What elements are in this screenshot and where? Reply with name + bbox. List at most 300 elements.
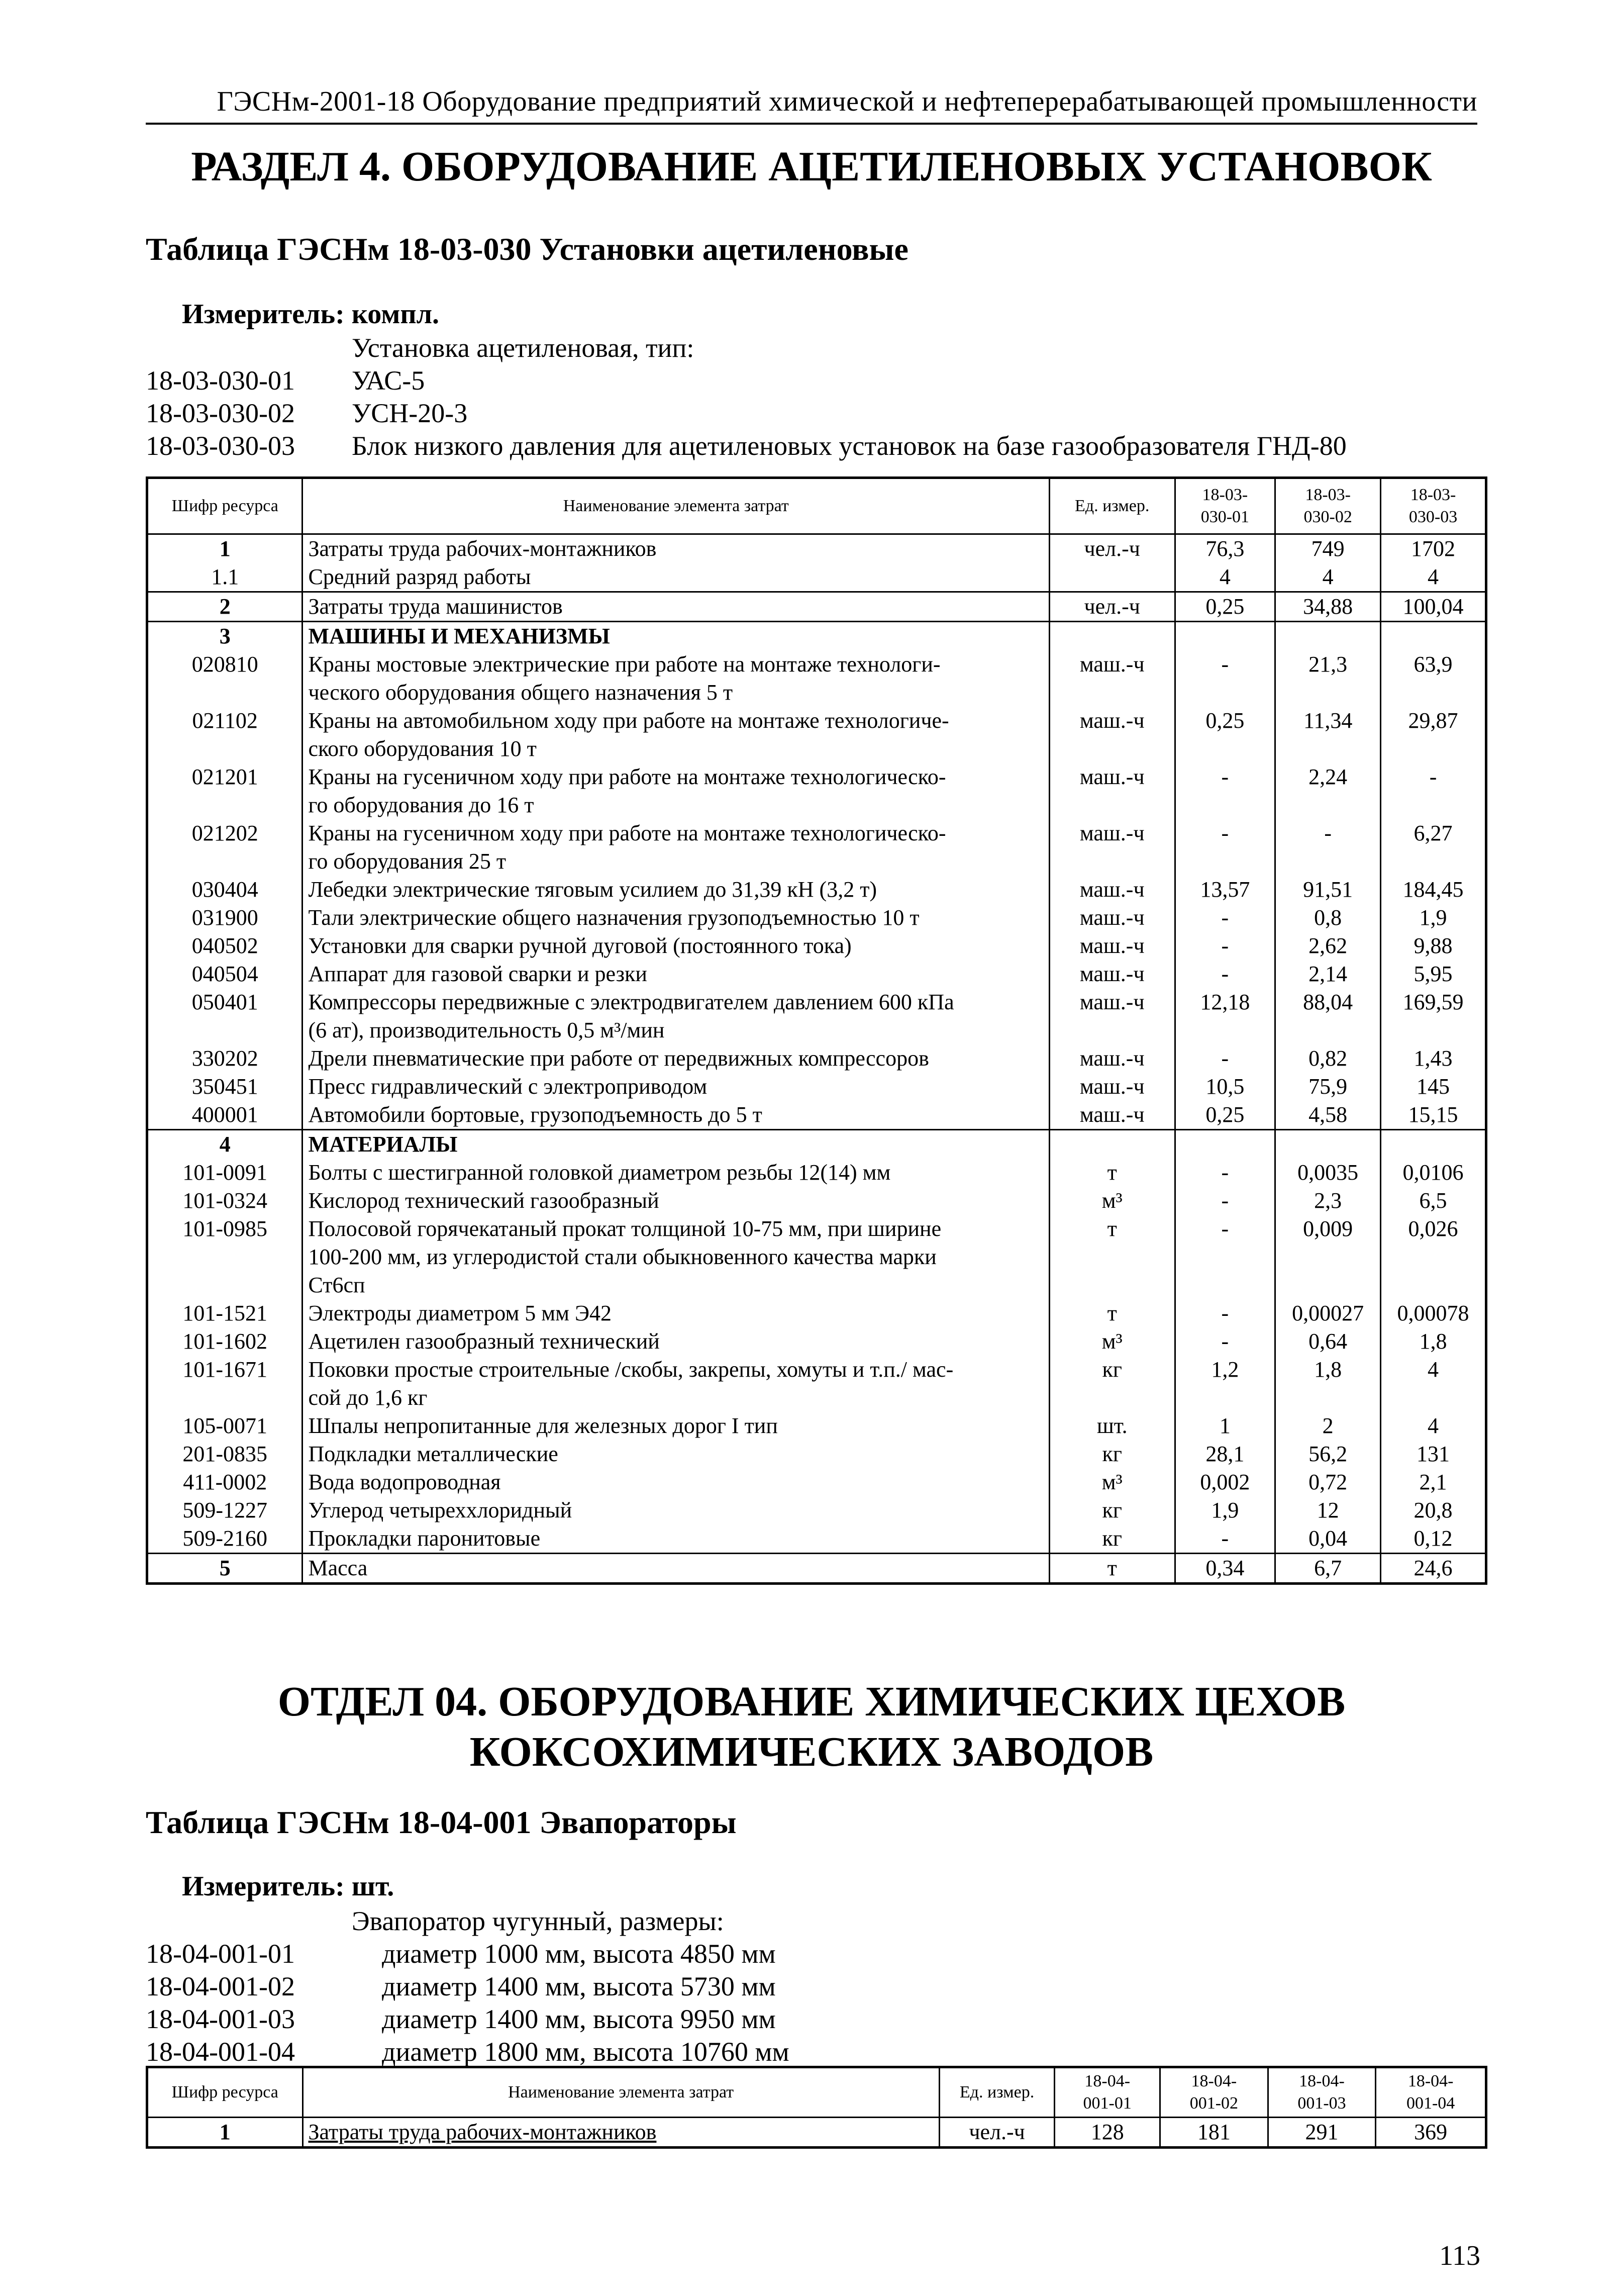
cell-name-line: МАТЕРИАЛЫ [308,1132,458,1157]
cell-unit: чел.-ч [939,2118,1055,2148]
table-row [147,988,1486,1044]
cell-name [302,1440,1049,1468]
cell-value: 9,88 [1381,932,1486,960]
cell-code: 021201 [191,764,258,789]
table-row [147,1044,1486,1073]
cell-unit: м³ [1049,1468,1175,1496]
cell-value [1381,622,1486,651]
cell-name-line: Болты с шестигранной головкой диаметром резьбы 12(14) мм [308,1160,891,1185]
item-intro: Эвапоратор чугунный, размеры: [352,1906,724,1936]
cell-value: 11,34 [1275,707,1381,763]
table-row [147,1356,1486,1412]
cell-code: 101-0091 [182,1160,268,1185]
cell-name-line: ского оборудования 10 т [308,736,537,761]
cell-value [1275,622,1381,651]
cell-value: - [1175,819,1275,876]
cell-value: - [1175,1159,1275,1187]
cell-unit [1049,563,1175,592]
table1-item-list [146,332,1482,462]
item-code: 18-04-001-03 [146,2004,295,2034]
item-line [146,1938,1482,1970]
cell-value: 20,8 [1381,1496,1486,1524]
table-row [147,1412,1486,1440]
cell-unit: маш.-ч [1049,904,1175,932]
item-desc: УАС-5 [352,365,425,396]
cell-value: 0,009 [1275,1215,1381,1299]
cell-unit: т [1049,1299,1175,1327]
cell-code: 031900 [191,905,258,930]
cell-value: 1,8 [1275,1356,1381,1412]
cell-value: 749 [1275,534,1381,563]
table-row [147,1299,1486,1327]
cell-value: - [1175,904,1275,932]
cell-name [302,1412,1049,1440]
department-title [146,1677,1477,1777]
item-line [146,1970,1482,2003]
cell-value: 0,0035 [1275,1159,1381,1187]
cell-value: - [1175,1299,1275,1327]
cell-name [302,563,1049,592]
cell-value: 1702 [1381,534,1486,563]
table-row [147,1130,1486,1159]
cell-unit: маш.-ч [1049,819,1175,876]
cell-value: 1,2 [1175,1356,1275,1412]
cell-name-line: ческого оборудования общего назначения 5 т [308,680,733,705]
cell-unit: маш.-ч [1049,1073,1175,1101]
cell-unit: кг [1049,1524,1175,1554]
cell-code: 400001 [147,1101,302,1130]
table-row [147,1073,1486,1101]
cell-code: 5 [147,1554,302,1584]
cell-name-line: Краны на гусеничном ходу при работе на монтаже технологическо- [308,764,946,789]
item-intro: Установка ацетиленовая, тип: [352,333,694,363]
cell-value: 5,95 [1381,960,1486,988]
department-title-line: ОТДЕЛ 04. ОБОРУДОВАНИЕ ХИМИЧЕСКИХ ЦЕХОВ [277,1678,1346,1725]
cell-unit: маш.-ч [1049,932,1175,960]
cell-value: 2,1 [1381,1468,1486,1496]
cell-value [1275,1130,1381,1159]
cell-value: 0,8 [1275,904,1381,932]
cell-name [302,1496,1049,1524]
cell-value: 100,04 [1381,592,1486,622]
resource-table-1 [146,476,1487,1585]
cell-value: 2 [1275,1412,1381,1440]
table-row [147,1468,1486,1496]
table1-body [147,534,1486,1584]
cell-code: 201-0835 [182,1442,268,1466]
cell-name [302,1468,1049,1496]
cell-value: 56,2 [1275,1440,1381,1468]
table-row [147,622,1486,651]
cell-name-line: Тали электрические общего назначения грузоподъемностью 10 т [308,905,920,930]
cell-name [302,622,1049,651]
cell-value: 181 [1160,2118,1268,2148]
table2-title: Таблица ГЭСНм 18-04-001 Эвапораторы [146,1804,737,1840]
cell-code: 030404 [191,877,258,902]
cell-value: 2,3 [1275,1187,1381,1215]
cell-value: 63,9 [1381,650,1486,707]
cell-value: 4 [1381,563,1486,592]
section-title: РАЗДЕЛ 4. ОБОРУДОВАНИЕ АЦЕТИЛЕНОВЫХ УСТАНОВОК [191,143,1432,190]
table-row [147,1524,1486,1554]
table-row [147,1327,1486,1356]
cell-value: 15,15 [1381,1101,1486,1130]
cell-name-line: Затраты труда машинистов [308,594,563,619]
cell-unit: т [1049,1215,1175,1299]
cell-name-line: Шпалы непропитанные для железных дорог I тип [308,1413,778,1438]
table-row [147,650,1486,707]
cell-unit: кг [1049,1356,1175,1412]
cell-value: - [1175,650,1275,707]
table-row [147,707,1486,763]
item-desc: диаметр 1400 мм, высота 9950 мм [382,2004,776,2034]
cell-name [302,592,1049,622]
cell-name-line: го оборудования 25 т [308,849,507,874]
cell-value [1175,622,1275,651]
cell-value: 0,25 [1175,592,1275,622]
cell-unit: м³ [1049,1327,1175,1356]
table-row [147,1496,1486,1524]
cell-value: 4 [1381,1412,1486,1440]
cell-value: - [1175,932,1275,960]
cell-code: 411-0002 [183,1470,267,1494]
cell-name-line: Поковки простые строительные /скобы, закрепы, хомуты и т.п./ мас- [308,1357,954,1382]
item-desc: диаметр 1400 мм, высота 5730 мм [382,1971,776,2001]
cell-name-line: Полосовой горячекатаный прокат толщиной 10-75 мм, при ширине [308,1216,942,1241]
item-code: 18-03-030-02 [146,398,295,428]
table-row [147,876,1486,904]
cell-name-line: (6 ат), производительность 0,5 м³/мин [308,1018,665,1042]
cell-value: 369 [1376,2118,1486,2148]
cell-name-line: Затраты труда рабочих-монтажников [308,536,657,561]
cell-unit: т [1049,1159,1175,1187]
meter-label: Измеритель: [182,299,345,330]
cell-name [302,1554,1049,1584]
cell-name-line: Кислород технический газообразный [308,1188,659,1213]
cell-value: 24,6 [1381,1554,1486,1584]
cell-unit: кг [1049,1496,1175,1524]
item-code: 18-03-030-03 [146,431,295,461]
meter-label: Измеритель: [182,1871,345,1902]
cell-code: 1 [147,2118,303,2148]
table-row [147,819,1486,876]
cell-value: 91,51 [1275,876,1381,904]
cell-value: 1,8 [1381,1327,1486,1356]
cell-value: 1 [1175,1412,1275,1440]
cell-name [302,534,1049,563]
item-desc: диаметр 1800 мм, высота 10760 мм [382,2037,789,2067]
cell-name-line: Подкладки металлические [308,1442,558,1466]
cell-code: 509-2160 [147,1524,302,1554]
item-line [146,397,1482,430]
cell-value: 88,04 [1275,988,1381,1044]
table-row [147,563,1486,592]
cell-code: 021102 [192,708,258,733]
table-row [147,534,1486,563]
cell-code: 021202 [191,821,258,845]
cell-name [302,707,1049,763]
cell-code: 020810 [191,652,258,677]
cell-code: 050401 [191,990,258,1014]
item-code: 18-03-030-01 [146,365,295,396]
table-row [147,2118,1486,2148]
cell-value: 2,24 [1275,763,1381,819]
cell-name-line: сой до 1,6 кг [308,1385,428,1410]
table-header-row [147,2067,1486,2118]
cell-name-line: Ст6сп [308,1273,365,1297]
cell-name-line: Ацетилен газообразный технический [308,1329,660,1354]
cell-value: 1,9 [1381,904,1486,932]
item-desc: УСН-20-3 [352,398,468,428]
cell-name [302,763,1049,819]
cell-name-line: Вода водопроводная [308,1470,501,1494]
cell-name [302,650,1049,707]
table-row [147,904,1486,932]
cell-value: 1,9 [1175,1496,1275,1524]
cell-value: 0,72 [1275,1468,1381,1496]
cell-value: 0,00078 [1381,1299,1486,1327]
cell-name [302,904,1049,932]
cell-name-line: 100-200 мм, из углеродистой стали обыкновенного качества марки [308,1245,937,1269]
cell-name-line: Масса [308,1556,368,1580]
cell-name [302,1327,1049,1356]
cell-name [302,1524,1049,1554]
table-row [147,1159,1486,1187]
col-header-code: Шифр ресурса [147,478,302,534]
table-row [147,1215,1486,1299]
item-line [146,364,1482,397]
cell-name [302,1130,1049,1159]
cell-name [302,1101,1049,1130]
cell-name-line: Краны мостовые электрические при работе на монтаже технологи- [308,652,941,677]
cell-name [302,876,1049,904]
cell-code: 105-0071 [182,1413,268,1438]
cell-code: 350451 [191,1074,258,1099]
cell-name [302,960,1049,988]
table-row [147,932,1486,960]
cell-value: 0,0106 [1381,1159,1486,1187]
cell-value: - [1175,1215,1275,1299]
cell-value: 0,64 [1275,1327,1381,1356]
cell-value: - [1275,819,1381,876]
item-intro-line [146,1905,1482,1938]
col-header-name: Наименование элемента затрат [302,478,1049,534]
cell-unit: чел.-ч [1049,592,1175,622]
cell-name-line: Углерод четыреххлоридный [308,1498,572,1522]
cell-unit: м³ [1049,1187,1175,1215]
cell-code: 3 [147,622,302,651]
cell-value: 0,00027 [1275,1299,1381,1327]
meter-value: компл. [351,299,440,330]
cell-unit [1049,1130,1175,1159]
page-number: 113 [1439,2240,1480,2271]
cell-value: - [1175,763,1275,819]
cell-unit: шт. [1049,1412,1175,1440]
table1-meter [182,298,439,331]
cell-code: 330202 [191,1046,258,1071]
cell-name-line: Пресс гидравлический с электроприводом [308,1074,708,1099]
cell-code: 101-0985 [182,1216,268,1241]
cell-value: 131 [1381,1440,1486,1468]
cell-value: 291 [1268,2118,1376,2148]
cell-name-line: Электроды диаметром 5 мм Э42 [308,1301,612,1325]
cell-value: 145 [1381,1073,1486,1101]
table-header-row [147,478,1486,534]
table-row [147,763,1486,819]
cell-unit: маш.-ч [1049,876,1175,904]
cell-name-line: Прокладки паронитовые [308,1526,541,1551]
cell-value: 21,3 [1275,650,1381,707]
cell-value: 13,57 [1175,876,1275,904]
cell-value: 29,87 [1381,707,1486,763]
cell-code: 101-0324 [182,1188,268,1213]
table-row [147,1554,1486,1584]
table-row [147,1440,1486,1468]
cell-name-line: МАШИНЫ И МЕХАНИЗМЫ [308,624,610,648]
item-code: 18-04-001-04 [146,2037,295,2067]
cell-unit: маш.-ч [1049,1044,1175,1073]
cell-name: Затраты труда рабочих-монтажников [302,2118,939,2148]
cell-name-line: Аппарат для газовой сварки и резки [308,962,647,986]
cell-name-line: Краны на автомобильном ходу при работе на монтаже технологиче- [308,708,949,733]
item-code: 18-04-001-02 [146,1971,295,2001]
cell-code: 101-1671 [182,1357,268,1382]
cell-name [302,1356,1049,1412]
cell-value: 12 [1275,1496,1381,1524]
cell-value: 76,3 [1175,534,1275,563]
resource-table-2 [146,2066,1487,2149]
col-header-unit: Ед. измер. [939,2067,1055,2118]
cell-value: 169,59 [1381,988,1486,1044]
cell-code: 4 [147,1130,302,1159]
table-row [147,1187,1486,1215]
cell-name [302,932,1049,960]
cell-name-line: Краны на гусеничном ходу при работе на монтаже технологическо- [308,821,946,845]
cell-code: 101-1521 [182,1301,268,1325]
cell-unit: т [1049,1554,1175,1584]
item-line [146,430,1482,462]
cell-value [1381,1130,1486,1159]
cell-name [302,819,1049,876]
cell-value: - [1175,1524,1275,1554]
cell-value: 0,04 [1275,1524,1381,1554]
table2-meter [182,1870,394,1903]
col-header-unit: Ед. измер. [1049,478,1175,534]
col-header-norm: 18-03- 030-02 [1275,478,1381,534]
cell-value: - [1175,1044,1275,1073]
item-line [146,2036,1482,2068]
cell-value: - [1175,1327,1275,1356]
cell-value: 75,9 [1275,1073,1381,1101]
cell-unit: маш.-ч [1049,988,1175,1044]
cell-name [302,1044,1049,1073]
col-header-norm: 18-04- 001-03 [1268,2067,1376,2118]
cell-code: 2 [147,592,302,622]
cell-value: - [1381,763,1486,819]
cell-unit: чел.-ч [1049,534,1175,563]
col-header-norm: 18-04- 001-04 [1376,2067,1486,2118]
cell-value: - [1175,1187,1275,1215]
col-header-name: Наименование элемента затрат [302,2067,939,2118]
cell-unit: кг [1049,1440,1175,1468]
cell-code: 101-1602 [182,1329,268,1354]
cell-value: 34,88 [1275,592,1381,622]
item-desc: диаметр 1000 мм, высота 4850 мм [382,1939,776,1969]
cell-code: 1.1 [147,563,302,592]
cell-value: 10,5 [1175,1073,1275,1101]
cell-value: 0,25 [1175,1101,1275,1130]
cell-unit: маш.-ч [1049,707,1175,763]
cell-name [302,1299,1049,1327]
cell-value: 4 [1381,1356,1486,1412]
cell-value: 1,43 [1381,1044,1486,1073]
cell-value: 0,026 [1381,1215,1486,1299]
table-row [147,592,1486,622]
cell-name [302,1159,1049,1187]
col-header-norm: 18-04- 001-01 [1055,2067,1160,2118]
cell-value: 0,002 [1175,1468,1275,1496]
cell-value: 6,27 [1381,819,1486,876]
cell-name [302,988,1049,1044]
cell-name-line: Средний разряд работы [308,564,531,589]
cell-name-line: Лебедки электрические тяговым усилием до 31,39 кН (3,2 т) [308,877,877,902]
cell-name-line: Компрессоры передвижные с электродвигателем давлением 600 кПа [308,990,954,1014]
table2-item-list [146,1905,1482,2068]
cell-name-line: Дрели пневматические при работе от передвижных компрессоров [308,1046,929,1071]
col-header-norm: 18-03- 030-01 [1175,478,1275,534]
table1-title: Таблица ГЭСНм 18-03-030 Установки ацетиленовые [146,231,909,267]
cell-value: - [1175,960,1275,988]
item-intro-line [146,332,1482,364]
cell-name-line: го оборудования до 16 т [308,793,534,817]
cell-value: 4 [1275,563,1381,592]
cell-unit: маш.-ч [1049,1101,1175,1130]
cell-name-line: Установки для сварки ручной дуговой (постоянного тока) [308,933,852,958]
cell-value: 28,1 [1175,1440,1275,1468]
cell-name [302,1187,1049,1215]
cell-code: 1 [147,534,302,563]
cell-value: 6,5 [1381,1187,1486,1215]
cell-value: 128 [1055,2118,1160,2148]
cell-unit [1049,622,1175,651]
table-row [147,960,1486,988]
cell-value: 6,7 [1275,1554,1381,1584]
cell-value: 0,34 [1175,1554,1275,1584]
item-code: 18-04-001-01 [146,1939,295,1969]
col-header-norm: 18-03- 030-03 [1381,478,1486,534]
cell-value: 4,58 [1275,1101,1381,1130]
col-header-norm: 18-04- 001-02 [1160,2067,1268,2118]
cell-value: 4 [1175,563,1275,592]
cell-value: 12,18 [1175,988,1275,1044]
cell-code: 509-1227 [182,1498,268,1522]
running-header: ГЭСНм-2001-18 Оборудование предприятий химической и нефтеперерабатывающей промышленности [146,82,1477,125]
table-row [147,1101,1486,1130]
cell-name [302,1073,1049,1101]
cell-value: 0,82 [1275,1044,1381,1073]
cell-unit: маш.-ч [1049,650,1175,707]
cell-unit: маш.-ч [1049,960,1175,988]
cell-code: 040504 [191,962,258,986]
cell-value: 2,62 [1275,932,1381,960]
col-header-code: Шифр ресурса [147,2067,303,2118]
cell-value: 0,25 [1175,707,1275,763]
cell-value [1175,1130,1275,1159]
cell-value: 2,14 [1275,960,1381,988]
cell-unit: маш.-ч [1049,763,1175,819]
cell-name [302,1215,1049,1299]
item-line [146,2003,1482,2036]
